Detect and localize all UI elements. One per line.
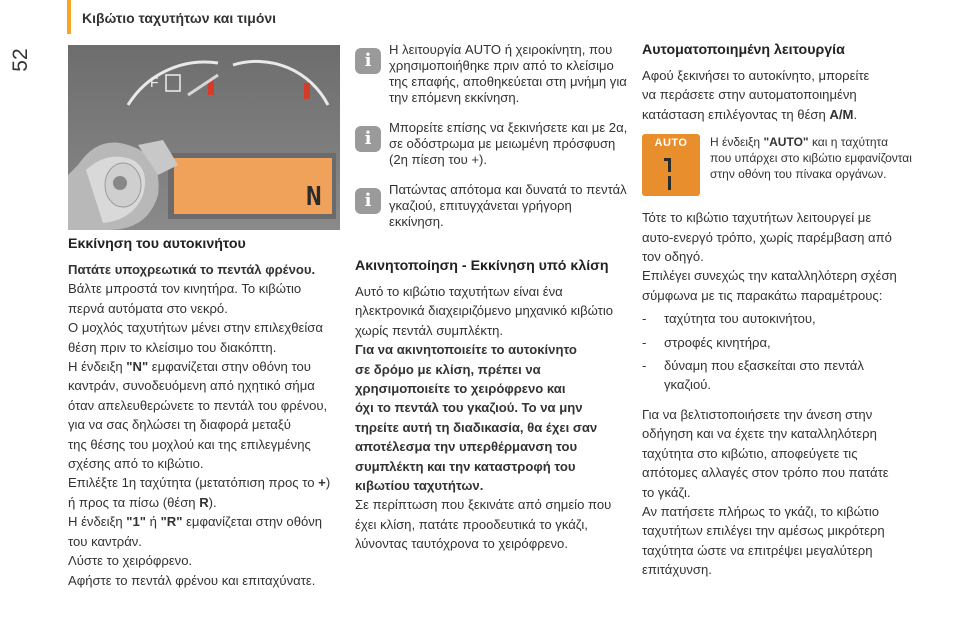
header-accent-bar bbox=[67, 0, 71, 34]
text-line: ή προς τα πίσω (θέση R). bbox=[68, 494, 217, 510]
text-line: Αν πατήσετε πλήρως το γκάζι, το κιβώτιο bbox=[642, 503, 880, 519]
text-line: χρησιμοποιείτε το χειρόφρενο και bbox=[355, 381, 566, 397]
bullet-dash: - bbox=[642, 358, 647, 374]
section-heading-start: Εκκίνηση του αυτοκινήτου bbox=[68, 236, 246, 252]
text-line: ταχύτητα ώστε να επιτρέψει μεγαλύτερη bbox=[642, 542, 873, 558]
text-line: Αυτό το κιβώτιο ταχυτήτων είναι ένα bbox=[355, 284, 563, 299]
info-note-text: Μπορείτε επίσης να ξεκινήσετε και με 2α, σε οδόστρωμα με μειωμένη πρόσφυση (2η πίεση του +). bbox=[389, 120, 628, 167]
text-line: επιτάχυνση. bbox=[642, 562, 712, 578]
text-line: να περάσετε στην αυτοματοποιημένη bbox=[642, 87, 857, 103]
text-line: λύνοντας ταυτόχρονα το χειρόφρενο. bbox=[355, 536, 568, 552]
info-note-text: Πατώντας απότομα και δυνατά το πεντάλ γκαζιού, επιτυγχάνεται γρήγορη εκκίνηση. bbox=[389, 182, 627, 229]
auto-advice bbox=[642, 405, 912, 580]
lcd-display-letter: N bbox=[306, 182, 322, 212]
info-icon: i bbox=[355, 48, 381, 74]
hill-instructions bbox=[355, 282, 630, 554]
gear-digit-icon bbox=[642, 134, 700, 196]
text-line: περνά αυτόματα στο νεκρό. bbox=[68, 300, 228, 316]
text-line: χωρίς πεντάλ συμπλέκτη. bbox=[355, 322, 504, 338]
text-line: κατάσταση επιλέγοντας τη θέση A/M. bbox=[642, 106, 858, 122]
bullet-text: δύναμη που εξασκείται στο πεντάλ γκαζιού. bbox=[664, 358, 864, 393]
dashboard-illustration bbox=[68, 45, 340, 230]
text-line: Επιλέξτε 1η ταχύτητα (μετατόπιση προς το +) bbox=[68, 475, 331, 491]
text-line: καντράν, συνοδευόμενη από ηχητικό σήμα bbox=[68, 378, 315, 394]
auto-intro bbox=[642, 66, 912, 124]
bullet-item bbox=[642, 309, 912, 328]
column-automatic bbox=[642, 42, 912, 580]
text-line: ταχύτητα στο κιβώτιο, αποφεύγετε τις bbox=[642, 445, 858, 461]
start-instructions bbox=[68, 260, 348, 590]
dashboard-drawing bbox=[68, 45, 340, 230]
info-notes bbox=[355, 42, 630, 230]
text-line: αποτέλεσμα την υπερθέρμανση του bbox=[355, 439, 578, 455]
text-line: Αφήστε το πεντάλ φρένου και επιταχύνατε. bbox=[68, 572, 316, 588]
info-note bbox=[355, 120, 630, 168]
auto-indicator-row bbox=[642, 134, 912, 196]
text-line: σε δρόμο με κλίση, πρέπει να bbox=[355, 361, 541, 377]
bullet-text: ταχύτητα του αυτοκινήτου, bbox=[664, 311, 816, 327]
bullet-dash: - bbox=[642, 334, 647, 350]
text-line: έχει κλίση, πατάτε προοδευτικά το γκάζι, bbox=[355, 516, 588, 532]
bullet-item bbox=[642, 333, 912, 352]
text-line: Πατάτε υποχρεωτικά το πεντάλ φρένου. bbox=[68, 262, 316, 277]
text-line: απότομες αλλαγές στον τρόπο που πατάτε bbox=[642, 465, 889, 481]
text-line: Τότε το κιβώτιο ταχυτήτων λειτουργεί με bbox=[642, 210, 872, 226]
text-line: Η ένδειξη "1" ή "R" εμφανίζεται στην οθόνη bbox=[68, 514, 323, 530]
text-line: Η ένδειξη "N" εμφανίζεται στην οθόνη του bbox=[68, 359, 311, 375]
info-icon: i bbox=[355, 188, 381, 214]
info-note bbox=[355, 182, 630, 230]
bullet-dash: - bbox=[642, 311, 647, 327]
auto-indicator-icon bbox=[642, 134, 700, 196]
text-line: ηλεκτρονικά διαχειριζόμενο μηχανικό κιβώτιο bbox=[355, 303, 614, 319]
text-line: Για να βελτιστοποιήσετε την άνεση στην bbox=[642, 406, 873, 422]
auto-behaviour bbox=[642, 208, 912, 305]
text-line: της θέσης του μοχλού και της επιλεγμένης bbox=[68, 436, 311, 452]
info-icon: i bbox=[355, 126, 381, 152]
auto-indicator-note: Η ένδειξη "AUTO" και η ταχύτητα που υπάρχει στο κιβώτιο εμφανίζονται στην οθόνη του πίνακα οργάνων. bbox=[710, 135, 912, 182]
page-number: 52 bbox=[9, 48, 32, 72]
text-line: σχέσης από το κιβώτιο. bbox=[68, 456, 204, 472]
column-start-car bbox=[68, 236, 348, 590]
section-heading-hill: Ακινητοποίηση - Εκκίνηση υπό κλίση bbox=[355, 258, 609, 274]
text-line: σύμφωνα με τις παρακάτω παραμέτρους: bbox=[642, 287, 883, 303]
column-hill-start bbox=[355, 42, 630, 554]
text-line: θέση πριν το κλείσιμο του διακόπτη. bbox=[68, 339, 277, 355]
info-note bbox=[355, 42, 630, 106]
svg-text:F: F bbox=[150, 74, 159, 90]
text-line: όταν απελευθερώνετε το πεντάλ του φρένου, bbox=[68, 397, 328, 413]
auto-parameters-list bbox=[642, 309, 912, 395]
text-line: τηρείτε αυτή τη διαδικασία, θα έχει σαν bbox=[355, 419, 598, 435]
text-line: κιβωτίου ταχυτήτων. bbox=[355, 478, 484, 494]
info-note-text: Η λειτουργία AUTO ή χειροκίνητη, που χρησιμοποιήθηκε πριν από το κλείσιμο της επαφής, αποθηκεύεται στη μνήμη για την επόμενη εκκίνηση. bbox=[389, 42, 627, 105]
section-heading-auto: Αυτοματοποιημένη λειτουργία bbox=[642, 42, 845, 58]
text-line: Σε περίπτωση που ξεκινάτε από σημείο που bbox=[355, 497, 612, 513]
text-line: όχι το πεντάλ του γκαζιού. Το να μην bbox=[355, 400, 583, 416]
text-line: συμπλέκτη και την καταστροφή του bbox=[355, 458, 576, 474]
text-line: οδήγηση και να έχετε την καταλληλότερη bbox=[642, 426, 877, 442]
text-line: Βάλτε μπροστά τον κινητήρα. Το κιβώτιο bbox=[68, 281, 302, 297]
text-line: του καντράν. bbox=[68, 533, 142, 549]
text-line: Αφού ξεκινήσει το αυτοκίνητο, μπορείτε bbox=[642, 68, 870, 83]
text-line: Ο μοχλός ταχυτήτων μένει στην επιλεχθείσα bbox=[68, 320, 323, 336]
auto-indicator-label: AUTO bbox=[654, 137, 688, 150]
text-line: το γκάζι. bbox=[642, 484, 691, 500]
text-line: για να σας δηλώσει τη διαφορά μεταξύ bbox=[68, 417, 291, 433]
bullet-text: στροφές κινητήρα, bbox=[664, 334, 771, 350]
text-line: ταχυτήτων επιλέγει την αμέσως μικρότερη bbox=[642, 523, 885, 539]
text-line: Επιλέγει συνεχώς την καταλληλότερη σχέση bbox=[642, 268, 897, 284]
text-line: αυτο-ενεργό τρόπο, χωρίς παρέμβαση από bbox=[642, 229, 892, 245]
bullet-item bbox=[642, 356, 912, 395]
header-title: Κιβώτιο ταχυτήτων και τιμόνι bbox=[82, 10, 277, 26]
text-line: Για να ακινητοποιείτε το αυτοκίνητο bbox=[355, 342, 577, 358]
text-line: Λύστε το χειρόφρενο. bbox=[68, 553, 193, 569]
text-line: τον οδηγό. bbox=[642, 249, 704, 265]
